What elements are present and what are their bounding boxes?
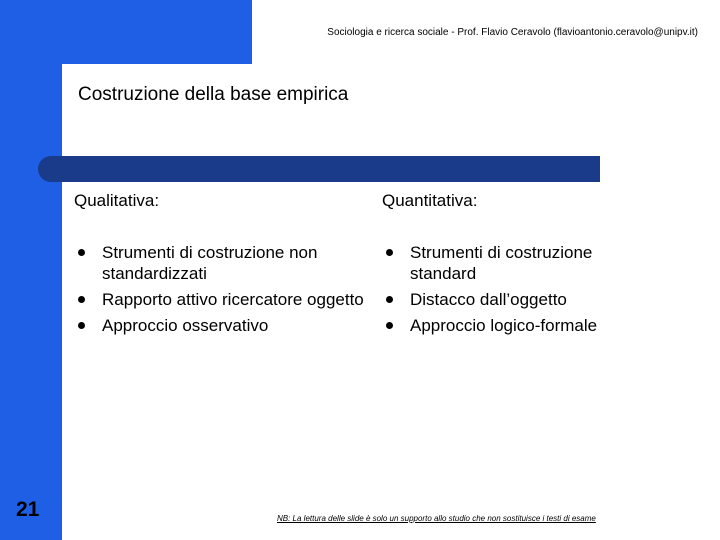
list-item [382,242,652,284]
list-item-text: Approccio logico-formale [410,316,598,335]
header-course-info: Sociologia e ricerca sociale - Prof. Flavio Ceravolo (flavioantonio.ceravolo@unipv.it) [327,27,698,38]
bullet-list-qualitativa [74,242,364,341]
bullet-icon [78,322,85,329]
slide-number: 21 [16,498,40,521]
list-item [382,315,652,336]
list-item [74,315,364,336]
list-item-text: Rapporto attivo ricercatore oggetto [102,290,364,309]
list-item-text: Strumenti di costruzione standard [410,243,593,283]
list-item [74,289,364,310]
column-heading-quantitativa: Quantitativa: [382,191,478,210]
slide-title: Costruzione della base empirica [78,84,349,105]
list-item [382,289,652,310]
bullet-icon [386,322,393,329]
column-heading-qualitativa: Qualitativa: [74,191,160,210]
left-decorative-sidebar [0,0,62,540]
list-item-text: Approccio osservativo [102,316,269,335]
list-item-text: Strumenti di costruzione non standardizzati [102,243,318,283]
list-item-text: Distacco dall’oggetto [410,290,567,309]
bullet-icon [386,296,393,303]
list-item [74,242,364,284]
footer-note: NB: La lettura delle slide è solo un supporto allo studio che non sostituisce i testi di esame [277,514,596,523]
title-divider-bar [38,156,600,182]
bullet-icon [78,249,85,256]
bullet-icon [78,296,85,303]
bullet-icon [386,249,393,256]
bullet-list-quantitativa [382,242,652,341]
